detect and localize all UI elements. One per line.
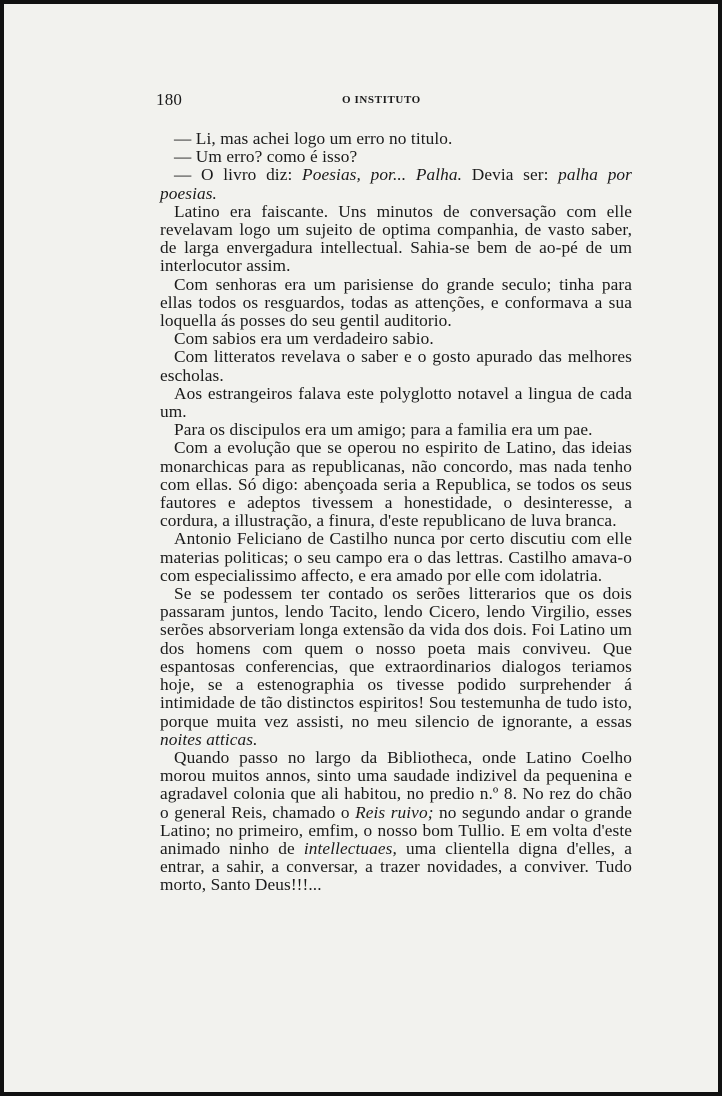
main-text bbox=[160, 130, 632, 895]
paragraph-bibliotheca-mid: no segundo andar o grande Latino; no primeiro, emfim, o nosso bom Tullio. E em volta d'este animado ninho de bbox=[160, 802, 633, 858]
dialogue-line-3-start: — O livro diz: bbox=[174, 165, 303, 185]
paragraph-seroes-italic: noites atticas. bbox=[160, 729, 258, 749]
page-number: 180 bbox=[156, 90, 183, 109]
paragraph-bibliotheca-start: Quando passo no largo da Bibliotheca, onde Latino Coelho morou muitos annos, sinto uma saudade indizivel da pequenina e agradavel colonia que ali habitou, no predio n.º 8. No rez do chão o general Reis, chamado o bbox=[160, 747, 632, 822]
paragraph-seroes-text: Se se podessem ter contado os serões litterarios que os dois passaram juntos, lendo Tacito, lendo Cicero, lendo Virgilio, esses serões absorveriam longa extensão da vida dos dois. Foi Latino um dos homens com quem o nosso poeta mais conviveu. Que espantosas conferencias, que extraordinarios dialogos teriamos hoje, se a estenographia os tivesse podido surprehender á intimidade de tão distinctos espiritos! Sou testemunha de tudo isto, porque muita vez assisti, no meu silencio de ignorante, a essas bbox=[160, 584, 632, 731]
paragraph-bibliotheca-italic-1: Reis ruivo; bbox=[355, 802, 434, 822]
dialogue-line-3-italic-1: Poesias, por... Palha. bbox=[302, 165, 463, 185]
paragraph-latino-faiscante: Latino era faiscante. Uns minutos de conversação com elle revelavam logo um sujeito de optima companhia, de vasto saber, de larga envergadura intellectual. Sahia-se bem de ao-pé de um interlocutor assim. bbox=[160, 201, 632, 276]
paragraph-seroes bbox=[160, 585, 632, 749]
paragraph-evolucao: Com a evolução que se operou no espirito de Latino, das ideias monarchicas para as republicanas, não concordo, mas nada tenho com ellas. Só digo: abençoada seria a Republica, se todos os seus fautores e adeptos tivessem a honestidade, o desinteresse, a cordura, a illustração, a finura, d'este republicano de luva branca. bbox=[160, 438, 632, 531]
dialogue-line-1: — Li, mas achei logo um erro no titulo. bbox=[174, 129, 453, 148]
running-head: O INSTITUTO bbox=[342, 94, 421, 106]
paragraph-bibliotheca-italic-2: intellectuaes, bbox=[303, 838, 397, 858]
paragraph-discipulos: Para os discipulos era um amigo; para a familia era um pae. bbox=[174, 420, 593, 440]
paragraph-castilho: Antonio Feliciano de Castilho nunca por certo discutiu com elle materias politicas; o seu campo era o das lettras. Castilho amava-o com especialissimo affecto, e era amado por elle com idolatria. bbox=[160, 529, 632, 585]
paragraph-bibliotheca bbox=[160, 749, 632, 895]
dialogue-line-3 bbox=[160, 166, 632, 202]
paragraph-estrangeiros: Aos estrangeiros falava este polyglotto notavel a lingua de cada um. bbox=[160, 383, 632, 422]
dialogue-line-3-italic-2: palha por poesias. bbox=[160, 165, 632, 203]
paragraph-litteratos: Com litteratos revelava o saber e o gosto apurado das melhores escholas. bbox=[160, 347, 632, 385]
dialogue-line-3-mid: Devia ser: bbox=[462, 165, 559, 185]
page-header bbox=[156, 90, 626, 114]
paragraph-sabios: Com sabios era um verdadeiro sabio. bbox=[174, 329, 434, 349]
dialogue-line-2: — Um erro? como é isso? bbox=[174, 147, 358, 167]
paragraph-bibliotheca-end: uma clientella digna d'elles, a entrar, a sahir, a conversar, a trazer novidades, a conviver. Tudo morto, Santo Deus!!!... bbox=[160, 838, 632, 895]
paragraph-senhoras: Com senhoras era um parisiense do grande seculo; tinha para ellas todos os resguardos, todas as attenções, e conformava a sua loquella ás posses do seu gentil auditorio. bbox=[160, 274, 632, 331]
